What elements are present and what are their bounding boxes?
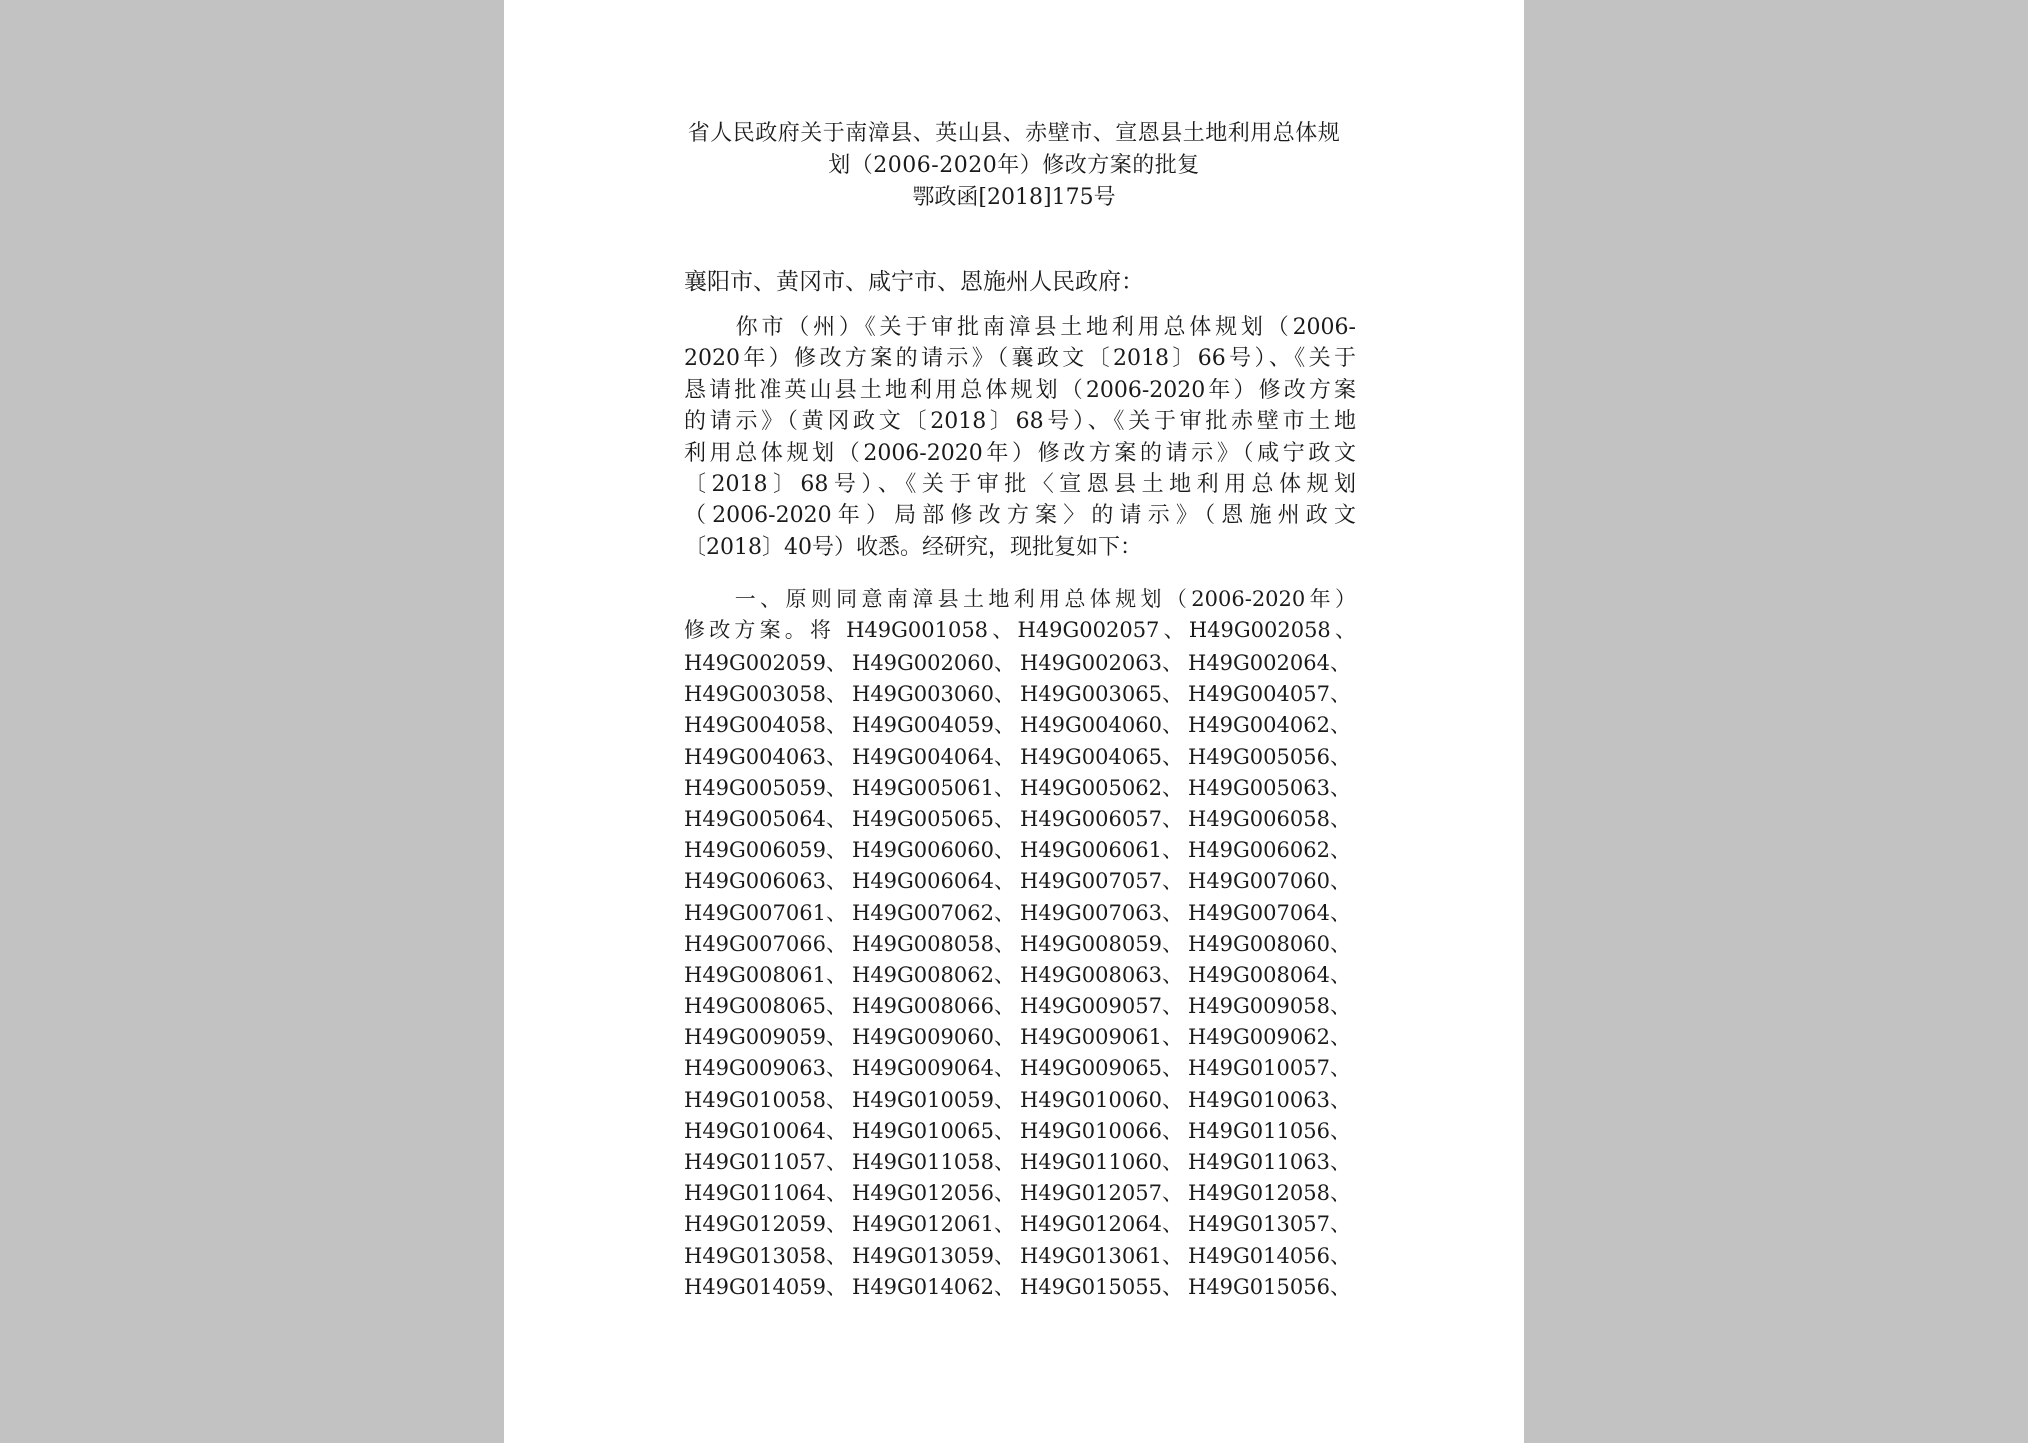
code-separator: 、 (993, 1118, 1015, 1143)
parcel-code (684, 804, 852, 835)
parcel-code-text: H49G009062 (1188, 1025, 1330, 1050)
parcel-code-text: H49G005059 (684, 775, 826, 800)
code-separator: 、 (1329, 775, 1351, 800)
parcel-code-text: H49G011057 (684, 1150, 826, 1174)
code-separator: 、 (825, 1087, 847, 1112)
code-separator: 、 (1329, 744, 1351, 769)
parcel-code-text: H49G003060 (852, 682, 994, 707)
code-separator: 、 (825, 806, 847, 831)
parcel-code-text: H49G008058 (852, 931, 994, 956)
parcel-code-text: H49G012061 (852, 1212, 994, 1237)
code-separator: 、 (825, 900, 847, 925)
parcel-code-text: H49G008060 (1188, 931, 1330, 956)
code-row (684, 929, 1356, 960)
code-row (684, 991, 1356, 1022)
parcel-code (1020, 1209, 1188, 1240)
parcel-code-text: H49G010060 (1020, 1087, 1162, 1112)
code-row (684, 1209, 1356, 1240)
parcel-code-text: H49G014056 (1188, 1243, 1330, 1268)
parcel-code (852, 1085, 1020, 1116)
parcel-code-text: H49G006058 (1188, 806, 1330, 831)
parcel-code-text: H49G013061 (1020, 1243, 1162, 1268)
parcel-code (1020, 1178, 1188, 1209)
parcel-code-text: H49G008066 (852, 994, 994, 1019)
parcel-code-text: H49G005064 (684, 806, 826, 831)
code-separator: 、 (1161, 1274, 1183, 1299)
parcel-code-text: H49G004064 (852, 744, 994, 769)
parcel-code-list (684, 648, 1356, 1303)
code-separator: 、 (825, 1025, 847, 1050)
parcel-code (684, 742, 852, 773)
parcel-code (684, 648, 852, 679)
parcel-code (1020, 1116, 1188, 1147)
parcel-code-text: H49G010066 (1020, 1118, 1162, 1143)
parcel-code (684, 1209, 852, 1240)
parcel-code-text: H49G010064 (684, 1118, 826, 1143)
code-separator: 、 (1161, 1181, 1183, 1206)
code-separator: 、 (993, 1181, 1015, 1206)
code-separator: 、 (1161, 775, 1183, 800)
parcel-code-text: H49G012064 (1020, 1212, 1162, 1237)
code-separator: 、 (1329, 682, 1351, 707)
code-separator: 、 (1329, 994, 1351, 1019)
code-separator: 、 (993, 775, 1015, 800)
code-separator: 、 (1161, 869, 1183, 894)
code-row (684, 773, 1356, 804)
code-separator: 、 (825, 1212, 847, 1237)
code-separator: 、 (825, 994, 847, 1019)
parcel-code-text: H49G003065 (1020, 682, 1162, 707)
parcel-code (852, 773, 1020, 804)
document-title-block (504, 118, 1524, 214)
parcel-code-text: H49G007066 (684, 931, 826, 956)
parcel-code-text: H49G008059 (1020, 931, 1162, 956)
code-separator: 、 (825, 1118, 847, 1143)
parcel-code (1188, 1209, 1356, 1240)
paragraph-item-one (684, 584, 1356, 647)
parcel-code (684, 898, 852, 929)
parcel-code (852, 1116, 1020, 1147)
parcel-code-text: H49G008064 (1188, 962, 1330, 987)
code-separator: 、 (1161, 900, 1183, 925)
code-separator: 、 (825, 682, 847, 707)
parcel-code-text: H49G007060 (1188, 869, 1330, 894)
code-row (684, 648, 1356, 679)
code-separator: 、 (993, 1087, 1015, 1112)
parcel-code (684, 960, 852, 991)
parcel-code-text: H49G012056 (852, 1181, 994, 1206)
parcel-code (852, 898, 1020, 929)
parcel-code (1188, 1272, 1356, 1303)
parcel-code (684, 679, 852, 710)
parcel-code-text: H49G004065 (1020, 744, 1162, 769)
code-separator: 、 (1329, 1212, 1351, 1237)
paragraph-line: 恳请批准英山县土地利用总体规划（2006-2020年）修改方案 (684, 377, 1356, 403)
code-separator: 、 (1329, 806, 1351, 831)
code-separator: 、 (993, 1243, 1015, 1268)
parcel-code (1188, 1116, 1356, 1147)
code-row (684, 835, 1356, 866)
parcel-code (852, 1178, 1020, 1209)
code-separator: 、 (993, 838, 1015, 863)
code-separator: 、 (1161, 713, 1183, 738)
parcel-code (852, 679, 1020, 710)
parcel-code (1020, 1272, 1188, 1303)
code-row (684, 1022, 1356, 1053)
code-separator: 、 (1329, 1087, 1351, 1112)
code-separator: 、 (993, 744, 1015, 769)
parcel-code (852, 1022, 1020, 1053)
code-separator: 、 (1329, 838, 1351, 863)
parcel-code (1020, 1022, 1188, 1053)
parcel-code-text: H49G009061 (1020, 1025, 1162, 1050)
parcel-code-text: H49G004060 (1020, 713, 1162, 738)
code-separator: 、 (993, 994, 1015, 1019)
code-separator: 、 (1161, 682, 1183, 707)
parcel-code-text: H49G010065 (852, 1118, 994, 1143)
parcel-code-text: H49G010058 (684, 1087, 826, 1112)
parcel-code-text: H49G007063 (1020, 900, 1162, 925)
parcel-code-text: H49G007057 (1020, 869, 1162, 894)
code-row (684, 960, 1356, 991)
parcel-code-text: H49G002063 (1020, 651, 1162, 675)
parcel-code-text: H49G009057 (1020, 994, 1162, 1019)
code-separator: 、 (1161, 744, 1183, 769)
code-separator: 、 (825, 931, 847, 956)
code-separator: 、 (825, 713, 847, 738)
code-separator: 、 (993, 869, 1015, 894)
paragraph-receipt (684, 312, 1356, 563)
parcel-code (1188, 1147, 1356, 1178)
parcel-code (1020, 929, 1188, 960)
parcel-code (684, 1272, 852, 1303)
code-row (684, 1241, 1356, 1272)
parcel-code (1188, 1053, 1356, 1084)
parcel-code-text: H49G004058 (684, 713, 826, 738)
parcel-code-text: H49G008063 (1020, 962, 1162, 987)
parcel-code-text: H49G011064 (684, 1181, 826, 1206)
parcel-code (684, 1116, 852, 1147)
paragraph-line: 一、原则同意南漳县土地利用总体规划（2006-2020年） (684, 587, 1356, 611)
document-number: 鄂政函[2018]175号 (912, 185, 1116, 210)
parcel-code-text: H49G008062 (852, 962, 994, 987)
parcel-code-text: H49G007061 (684, 900, 826, 925)
parcel-code (1188, 960, 1356, 991)
code-row (684, 710, 1356, 741)
document-title-line: 省人民政府关于南漳县、英山县、赤壁市、宣恩县土地利用总体规 (687, 121, 1341, 146)
parcel-code (1020, 866, 1188, 897)
code-separator: 、 (1161, 1243, 1183, 1268)
parcel-code-text: H49G002064 (1188, 651, 1330, 675)
parcel-code (684, 866, 852, 897)
parcel-code (852, 835, 1020, 866)
parcel-code-text: H49G013059 (852, 1243, 994, 1268)
parcel-code-text: H49G006062 (1188, 838, 1330, 863)
parcel-code (1020, 1085, 1188, 1116)
code-separator: 、 (825, 1150, 847, 1174)
code-separator: 、 (993, 1150, 1015, 1174)
parcel-code-text: H49G005063 (1188, 775, 1330, 800)
parcel-code (1188, 866, 1356, 897)
code-separator: 、 (1329, 1025, 1351, 1050)
paragraph-line: 的请示》（黄冈政文〔2018〕68号）、《关于审批赤壁市土地 (684, 409, 1356, 435)
parcel-code-text: H49G005065 (852, 806, 994, 831)
parcel-code-text: H49G014062 (852, 1274, 994, 1299)
document-page (504, 0, 1524, 1443)
parcel-code (1020, 742, 1188, 773)
code-separator: 、 (1161, 838, 1183, 863)
parcel-code (1020, 710, 1188, 741)
paragraph-line: 你市（州）《关于审批南漳县土地利用总体规划（2006- (684, 315, 1356, 340)
parcel-code (684, 1147, 852, 1178)
parcel-code (1020, 835, 1188, 866)
code-separator: 、 (993, 651, 1015, 675)
parcel-code (1188, 1241, 1356, 1272)
parcel-code (1188, 648, 1356, 679)
parcel-code (684, 835, 852, 866)
paragraph-line: 〔2018〕68号）、《关于审批〈宣恩县土地利用总体规划 (684, 471, 1356, 497)
code-row (684, 866, 1356, 897)
code-separator: 、 (1329, 1243, 1351, 1268)
code-separator: 、 (1329, 713, 1351, 738)
parcel-code (852, 960, 1020, 991)
parcel-code (852, 648, 1020, 679)
code-separator: 、 (1161, 1118, 1183, 1143)
parcel-code (1188, 1085, 1356, 1116)
code-separator: 、 (993, 1025, 1015, 1050)
code-separator: 、 (825, 744, 847, 769)
parcel-code (1020, 898, 1188, 929)
parcel-code-text: H49G012059 (684, 1212, 826, 1237)
parcel-code-text: H49G009059 (684, 1025, 826, 1050)
parcel-code (1020, 1147, 1188, 1178)
parcel-code-text: H49G006064 (852, 869, 994, 894)
paragraph-line: 利用总体规划（2006-2020年）修改方案的请示》（咸宁政文 (684, 440, 1356, 466)
code-separator: 、 (1161, 651, 1183, 675)
parcel-code (852, 1147, 1020, 1178)
code-row (684, 1178, 1356, 1209)
code-separator: 、 (1329, 931, 1351, 956)
code-separator: 、 (1161, 1212, 1183, 1237)
parcel-code-text: H49G006061 (1020, 838, 1162, 863)
parcel-code (684, 1053, 852, 1084)
parcel-code (1020, 773, 1188, 804)
code-row (684, 1147, 1356, 1178)
parcel-code (1188, 804, 1356, 835)
code-separator: 、 (825, 775, 847, 800)
parcel-code-text: H49G008061 (684, 962, 826, 987)
code-separator: 、 (1161, 994, 1183, 1019)
code-separator: 、 (825, 962, 847, 987)
parcel-code-text: H49G013057 (1188, 1212, 1330, 1237)
parcel-code (684, 1085, 852, 1116)
parcel-code-text: H49G011058 (852, 1150, 994, 1174)
code-separator: 、 (1329, 1274, 1351, 1299)
parcel-code-text: H49G014059 (684, 1274, 826, 1299)
parcel-code-text: H49G010059 (852, 1087, 994, 1112)
code-row (684, 742, 1356, 773)
parcel-code (852, 1209, 1020, 1240)
code-separator: 、 (993, 900, 1015, 925)
code-separator: 、 (1161, 1087, 1183, 1112)
code-separator: 、 (825, 838, 847, 863)
code-row (684, 1272, 1356, 1303)
parcel-code (1188, 773, 1356, 804)
parcel-code-text: H49G012058 (1188, 1181, 1330, 1206)
parcel-code-text: H49G009060 (852, 1025, 994, 1050)
parcel-code (684, 1022, 852, 1053)
parcel-code-text: H49G006063 (684, 869, 826, 894)
parcel-code (1020, 648, 1188, 679)
parcel-code-text: H49G007064 (1188, 900, 1330, 925)
code-separator: 、 (825, 1056, 847, 1081)
parcel-code (1020, 991, 1188, 1022)
parcel-code-text: H49G002060 (852, 651, 994, 675)
parcel-code (852, 742, 1020, 773)
code-separator: 、 (825, 651, 847, 675)
parcel-code-text: H49G013058 (684, 1243, 826, 1268)
code-separator: 、 (1161, 1150, 1183, 1174)
parcel-code-text: H49G009065 (1020, 1056, 1162, 1081)
parcel-code (684, 710, 852, 741)
parcel-code (1188, 898, 1356, 929)
parcel-code-text: H49G011060 (1020, 1150, 1162, 1174)
code-separator: 、 (825, 1243, 847, 1268)
code-separator: 、 (825, 1274, 847, 1299)
parcel-code (1188, 710, 1356, 741)
parcel-code-text: H49G006059 (684, 838, 826, 863)
parcel-code-text: H49G005056 (1188, 744, 1330, 769)
code-separator: 、 (1329, 1181, 1351, 1206)
parcel-code (852, 991, 1020, 1022)
parcel-code-text: H49G009063 (684, 1056, 826, 1081)
parcel-code (1188, 679, 1356, 710)
code-row (684, 1116, 1356, 1147)
parcel-code-text: H49G012057 (1020, 1181, 1162, 1206)
parcel-code-text: H49G006060 (852, 838, 994, 863)
salutation: 襄阳市、黄冈市、咸宁市、恩施州人民政府： (684, 269, 1144, 295)
code-separator: 、 (1161, 806, 1183, 831)
parcel-code (1020, 1241, 1188, 1272)
code-separator: 、 (1329, 962, 1351, 987)
code-separator: 、 (825, 1181, 847, 1206)
code-separator: 、 (993, 1056, 1015, 1081)
parcel-code (1188, 991, 1356, 1022)
parcel-code-text: H49G005061 (852, 775, 994, 800)
code-separator: 、 (825, 869, 847, 894)
parcel-code-text: H49G004059 (852, 713, 994, 738)
parcel-code-text: H49G010063 (1188, 1087, 1330, 1112)
code-row (684, 1053, 1356, 1084)
code-separator: 、 (1161, 931, 1183, 956)
code-separator: 、 (1329, 1150, 1351, 1174)
code-row (684, 679, 1356, 710)
parcel-code-text: H49G002059 (684, 651, 826, 675)
parcel-code (852, 710, 1020, 741)
parcel-code (1188, 929, 1356, 960)
parcel-code (684, 1241, 852, 1272)
parcel-code (852, 1272, 1020, 1303)
paragraph-line: 修改方案。将 H49G001058、H49G002057、H49G002058、 (684, 618, 1356, 643)
code-separator: 、 (1161, 962, 1183, 987)
parcel-code-text: H49G009064 (852, 1056, 994, 1081)
parcel-code-text: H49G004057 (1188, 682, 1330, 707)
parcel-code (1188, 742, 1356, 773)
code-separator: 、 (993, 1212, 1015, 1237)
parcel-code-text: H49G004062 (1188, 713, 1330, 738)
parcel-code-text: H49G010057 (1188, 1056, 1330, 1081)
code-separator: 、 (1329, 1118, 1351, 1143)
parcel-code-text: H49G005062 (1020, 775, 1162, 800)
parcel-code (852, 1053, 1020, 1084)
parcel-code (852, 929, 1020, 960)
parcel-code-text: H49G009058 (1188, 994, 1330, 1019)
parcel-code-text: H49G003058 (684, 682, 826, 707)
parcel-code (684, 1178, 852, 1209)
parcel-code (1020, 1053, 1188, 1084)
code-separator: 、 (993, 682, 1015, 707)
parcel-code-text: H49G008065 (684, 994, 826, 1019)
parcel-code (852, 866, 1020, 897)
parcel-code (684, 929, 852, 960)
code-separator: 、 (1329, 651, 1351, 675)
code-separator: 、 (1329, 1056, 1351, 1081)
code-separator: 、 (1329, 900, 1351, 925)
parcel-code (852, 1241, 1020, 1272)
parcel-code-text: H49G011056 (1188, 1118, 1330, 1143)
parcel-code (1020, 960, 1188, 991)
paragraph-line: 〔2018〕40号）收悉。经研究，现批复如下： (684, 534, 1142, 560)
code-separator: 、 (1329, 869, 1351, 894)
parcel-code (684, 773, 852, 804)
code-row (684, 804, 1356, 835)
parcel-code (852, 804, 1020, 835)
parcel-code-text: H49G006057 (1020, 806, 1162, 831)
code-separator: 、 (1161, 1025, 1183, 1050)
parcel-code (684, 991, 852, 1022)
parcel-code-text: H49G015056 (1188, 1274, 1330, 1299)
code-separator: 、 (993, 806, 1015, 831)
parcel-code (1188, 835, 1356, 866)
code-separator: 、 (993, 931, 1015, 956)
code-separator: 、 (993, 713, 1015, 738)
document-title-line: 划（2006-2020年）修改方案的批复 (828, 153, 1200, 178)
parcel-code-text: H49G007062 (852, 900, 994, 925)
parcel-code (1188, 1022, 1356, 1053)
code-row (684, 1085, 1356, 1116)
parcel-code (1020, 679, 1188, 710)
parcel-code-text: H49G004063 (684, 744, 826, 769)
code-separator: 、 (993, 1274, 1015, 1299)
paragraph-line: （2006-2020年）局部修改方案〉的请示》（恩施州政文 (684, 503, 1356, 529)
parcel-code-text: H49G011063 (1188, 1150, 1330, 1174)
code-separator: 、 (1161, 1056, 1183, 1081)
paragraph-line: 2020年）修改方案的请示》（襄政文〔2018〕66号）、《关于 (684, 346, 1356, 372)
code-row (684, 898, 1356, 929)
parcel-code (1188, 1178, 1356, 1209)
parcel-code (1020, 804, 1188, 835)
code-separator: 、 (993, 962, 1015, 987)
parcel-code-text: H49G015055 (1020, 1274, 1162, 1299)
